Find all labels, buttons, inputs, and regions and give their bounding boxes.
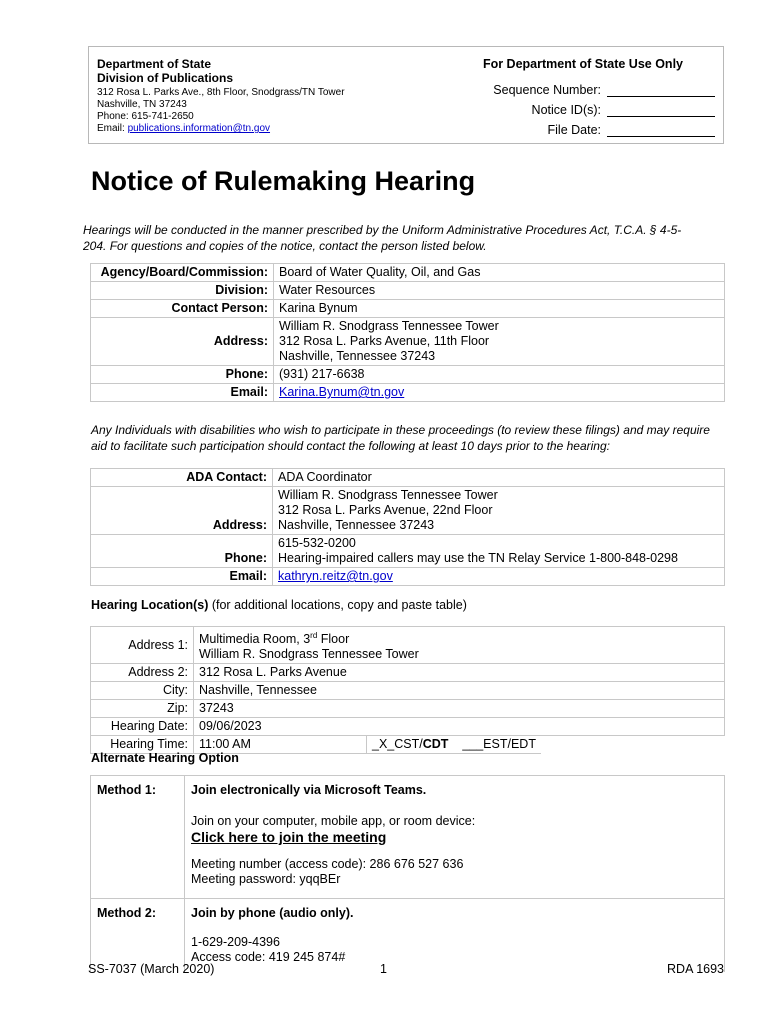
header-phone: Phone: 615-741-2650	[97, 111, 194, 122]
ada-email-value	[273, 568, 725, 586]
file-date-label: File Date:	[547, 123, 601, 137]
agency-value: Board of Water Quality, Oil, and Gas	[274, 264, 725, 282]
sequence-number-field	[493, 83, 715, 97]
hearing-date-value: 09/06/2023	[194, 718, 725, 736]
use-only-label: For Department of State Use Only	[482, 57, 683, 71]
ada-intro-text: Any Individuals with disabilities who wish to participate in these proceedings (to review these filings) and may require aid to facilitate such participation should contact the following at least 10 days prior to the hearing:	[91, 423, 710, 453]
header-email-label: Email:	[97, 123, 128, 134]
join-meeting-link[interactable]: Click here to join the meeting	[191, 829, 387, 845]
hearing-location-heading-note: (for additional locations, copy and paste table)	[208, 598, 467, 612]
address-line-3: Nashville, Tennessee 37243	[279, 349, 436, 363]
header-box	[88, 46, 724, 144]
file-date-line[interactable]	[607, 123, 715, 137]
address-line-1: William R. Snodgrass Tennessee Tower	[279, 319, 499, 333]
table-row	[91, 664, 725, 682]
sequence-number-line[interactable]	[607, 83, 715, 97]
timezone-cdt: CDT	[422, 737, 449, 752]
hearing-address1-line1	[199, 628, 719, 647]
hearing-address1-line2: William R. Snodgrass Tennessee Tower	[199, 647, 419, 662]
table-row	[91, 568, 725, 586]
table-row	[91, 318, 725, 366]
email-value	[274, 384, 725, 402]
method1-join-text: Join on your computer, mobile app, or room device:	[191, 814, 476, 828]
table-row	[91, 366, 725, 384]
address-line-2: 312 Rosa L. Parks Avenue, 11th Floor	[279, 334, 490, 348]
ada-address-line-3: Nashville, Tennessee 37243	[278, 518, 435, 532]
table-row	[91, 776, 725, 899]
hearing-time-spacer	[541, 736, 725, 754]
hearing-address2-value: 312 Rosa L. Parks Avenue	[194, 664, 725, 682]
hearing-date-label: Hearing Date:	[91, 718, 194, 736]
hearing-address2-label: Address 2:	[91, 664, 194, 682]
division-value: Water Resources	[274, 282, 725, 300]
hearing-time-label: Hearing Time:	[91, 736, 194, 754]
header-email	[97, 123, 270, 135]
method1-label: Method 1:	[91, 776, 185, 899]
ada-phone-line-1: 615-532-0200	[278, 536, 356, 550]
hearing-address1-label: Address 1:	[91, 627, 194, 664]
ada-address-label: Address:	[91, 487, 273, 535]
hearing-location-heading	[91, 598, 467, 612]
table-row	[91, 627, 725, 664]
sequence-number-label: Sequence Number:	[493, 83, 601, 97]
table-row	[91, 282, 725, 300]
header-address: 312 Rosa L. Parks Ave., 8th Floor, Snodgrass/TN Tower	[97, 87, 345, 98]
agency-table	[90, 263, 725, 402]
meeting-password: Meeting password: yqqBEr	[191, 872, 341, 886]
table-row	[91, 264, 725, 282]
method2-title: Join by phone (audio only).	[191, 906, 354, 920]
ada-address-line-1: William R. Snodgrass Tennessee Tower	[278, 488, 498, 502]
method1-details	[185, 776, 725, 899]
method2-details	[185, 899, 725, 973]
notice-id-field	[532, 103, 715, 117]
page-footer	[88, 962, 724, 976]
hearing-city-label: City:	[91, 682, 194, 700]
division-label: Division:	[91, 282, 274, 300]
ada-phone-line-2: Hearing-impaired callers may use the TN Relay Service 1-800-848-0298	[278, 551, 678, 565]
ada-contact-label: ADA Contact:	[91, 469, 273, 487]
ada-address-line-2: 312 Rosa L. Parks Avenue, 22nd Floor	[278, 503, 493, 517]
hearing-city-value: Nashville, Tennessee	[194, 682, 725, 700]
header-city: Nashville, TN 37243	[97, 99, 187, 110]
address-label: Address:	[91, 318, 274, 366]
table-row	[91, 700, 725, 718]
footer-form-number: SS-7037 (March 2020)	[88, 962, 215, 976]
contact-value: Karina Bynum	[274, 300, 725, 318]
phone-value: (931) 217-6638	[274, 366, 725, 384]
header-division: Division of Publications	[97, 71, 234, 85]
timezone-cst: _X_CST/	[372, 737, 423, 752]
alternate-heading: Alternate Hearing Option	[91, 751, 239, 765]
table-row	[91, 718, 725, 736]
hearing-zip-label: Zip:	[91, 700, 194, 718]
ada-contact-value: ADA Coordinator	[273, 469, 725, 487]
table-row	[91, 300, 725, 318]
hearing-time-value: 11:00 AM	[194, 736, 367, 754]
table-row	[91, 682, 725, 700]
phone-label: Phone:	[91, 366, 274, 384]
method1-title: Join electronically via Microsoft Teams.	[191, 783, 427, 797]
contact-email-link[interactable]: Karina.Bynum@tn.gov	[279, 385, 405, 399]
notice-id-line[interactable]	[607, 103, 715, 117]
hearing-address1-value	[194, 627, 725, 664]
method2-label: Method 2:	[91, 899, 185, 973]
hearing-table	[90, 626, 725, 754]
meeting-number: Meeting number (access code): 286 676 527 636	[191, 857, 464, 871]
hearing-zip-value: 37243	[194, 700, 725, 718]
hearing-floor: Floor	[317, 632, 350, 647]
page-title: Notice of Rulemaking Hearing	[91, 166, 476, 196]
method2-access-code: Access code: 419 245 874#	[191, 950, 346, 964]
file-date-field	[548, 123, 716, 137]
hearing-floor-suffix: rd	[310, 631, 318, 640]
method2-phone: 1-629-209-4396	[191, 935, 280, 949]
ada-phone-value	[273, 535, 725, 568]
header-org	[97, 57, 233, 85]
hearing-room: Multimedia Room, 3	[199, 632, 311, 647]
agency-label: Agency/Board/Commission:	[91, 264, 274, 282]
notice-id-label: Notice ID(s):	[531, 103, 601, 117]
timezone-est: ___EST/EDT	[462, 737, 536, 752]
address-value	[274, 318, 725, 366]
header-dept: Department of State	[97, 57, 212, 71]
ada-email-label: Email:	[91, 568, 273, 586]
table-row	[91, 535, 725, 568]
ada-phone-label: Phone:	[91, 535, 273, 568]
hearing-timezone	[367, 736, 541, 754]
contact-label: Contact Person:	[91, 300, 274, 318]
email-label: Email:	[91, 384, 274, 402]
hearing-location-heading-bold: Hearing Location(s)	[91, 598, 209, 612]
header-email-link[interactable]: publications.information@tn.gov	[127, 123, 271, 134]
footer-rda: RDA 1693	[667, 962, 724, 976]
table-row	[91, 384, 725, 402]
alternate-table	[90, 775, 725, 972]
table-row	[91, 469, 725, 487]
footer-page-number: 1	[380, 962, 387, 976]
ada-table	[90, 468, 725, 586]
table-row	[91, 899, 725, 973]
ada-email-link[interactable]: kathryn.reitz@tn.gov	[278, 569, 393, 583]
table-row	[91, 487, 725, 535]
intro-text: Hearings will be conducted in the manner prescribed by the Uniform Administrative Procedures Act, T.C.A. § 4-5-204. For questions and copies of the notice, contact the person listed below.	[83, 223, 682, 253]
ada-address-value	[273, 487, 725, 535]
